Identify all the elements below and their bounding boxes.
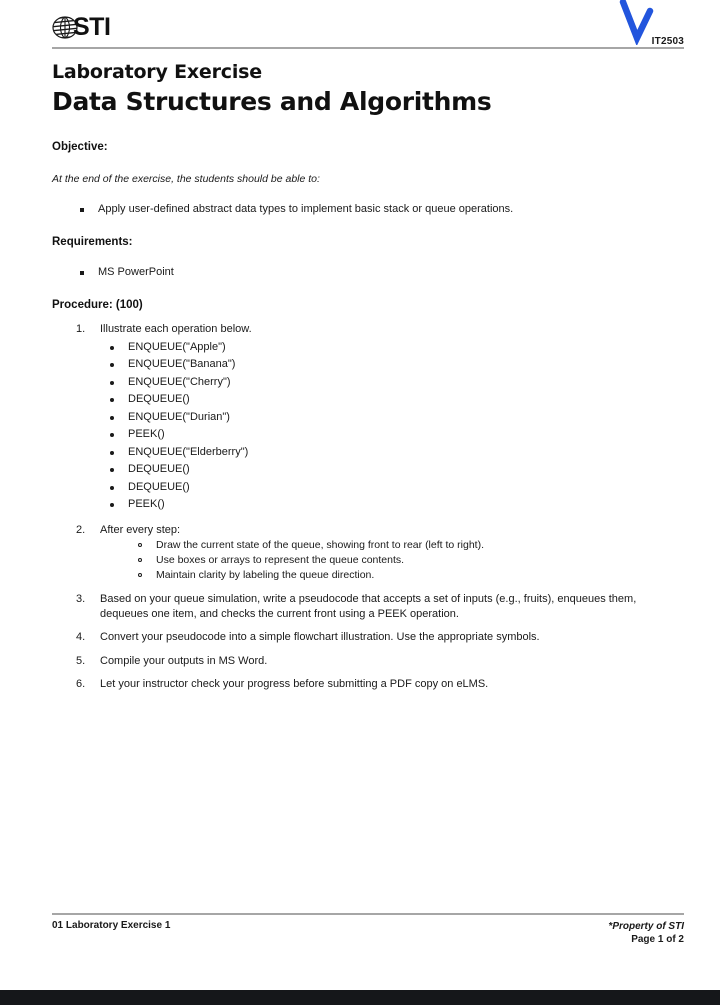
page-title: Data Structures and Algorithms [52,87,492,116]
footer-divider [52,913,684,915]
sti-logo-text: STI [73,12,111,41]
list-item: ENQUEUE("Durian") [100,409,684,427]
course-code: IT2503 [651,36,684,47]
list-item: Draw the current state of the queue, showing front to rear (left to right). [100,538,684,553]
objective-list [52,202,684,217]
list-item: DEQUEUE() [100,391,684,409]
list-item: ENQUEUE("Apple") [100,339,684,357]
procedure-heading: Procedure: (100) [52,299,143,311]
step-text: Illustrate each operation below. [100,323,252,335]
objective-intro: At the end of the exercise, the students should be able to: [52,173,320,185]
list-item: Use boxes or arrays to represent the queue contents. [100,553,684,568]
step-text: After every step: [100,523,181,536]
step-number: 2. [76,523,86,536]
list-item: DEQUEUE() [100,479,684,497]
procedure-step-6 [52,677,684,692]
footer-meta [608,920,684,946]
footer-page-number: Page 1 of 2 [631,934,684,945]
procedure-step-1 [52,322,684,514]
step-2-sublist [100,538,684,583]
list-item: DEQUEUE() [100,461,684,479]
step-text: Based on your queue simulation, write a pseudocode that accepts a set of inputs (e.g., fruits), enqueues them, dequeues one item, and checks the current front using a PEEK operation. [100,593,637,620]
bottom-chrome-bar [0,990,720,1005]
procedure-step-2 [52,523,684,584]
list-item: PEEK() [100,496,684,514]
sti-logo [52,12,110,42]
step-number: 1. [76,323,86,335]
requirements-list [52,265,684,280]
list-item: ENQUEUE("Elderberry") [100,444,684,462]
operations-list [100,339,684,514]
title-block [52,60,684,117]
list-item: PEEK() [100,426,684,444]
objective-heading: Objective: [52,141,108,153]
header-divider [52,47,684,49]
list-item: MS PowerPoint [52,265,684,280]
list-item: Maintain clarity by labeling the queue direction. [100,568,684,583]
step-number: 4. [76,631,86,643]
step-text: Let your instructor check your progress before submitting a PDF copy on eLMS. [100,678,489,690]
requirements-heading: Requirements: [52,236,133,248]
exercise-subtitle: Laboratory Exercise [52,61,262,83]
page-footer [52,920,684,950]
list-item: ENQUEUE("Cherry") [100,374,684,392]
step-number: 3. [76,593,86,605]
step-text: Convert your pseudocode into a simple flowchart illustration. Use the appropriate symbols. [100,631,540,643]
document-content [52,140,684,692]
procedure-step-5 [52,654,684,669]
procedure-step-3 [52,592,684,621]
step-number: 5. [76,654,86,667]
footer-property-notice: *Property of STI [608,921,684,932]
step-text: Compile your outputs in MS Word. [100,654,268,667]
page-header [52,12,684,50]
list-item: Apply user-defined abstract data types to implement basic stack or queue operations. [52,202,684,217]
procedure-step-4 [52,630,684,645]
list-item: ENQUEUE("Banana") [100,356,684,374]
procedure-list [52,322,684,692]
step-number: 6. [76,678,86,690]
footer-document-label: 01 Laboratory Exercise 1 [52,920,171,931]
